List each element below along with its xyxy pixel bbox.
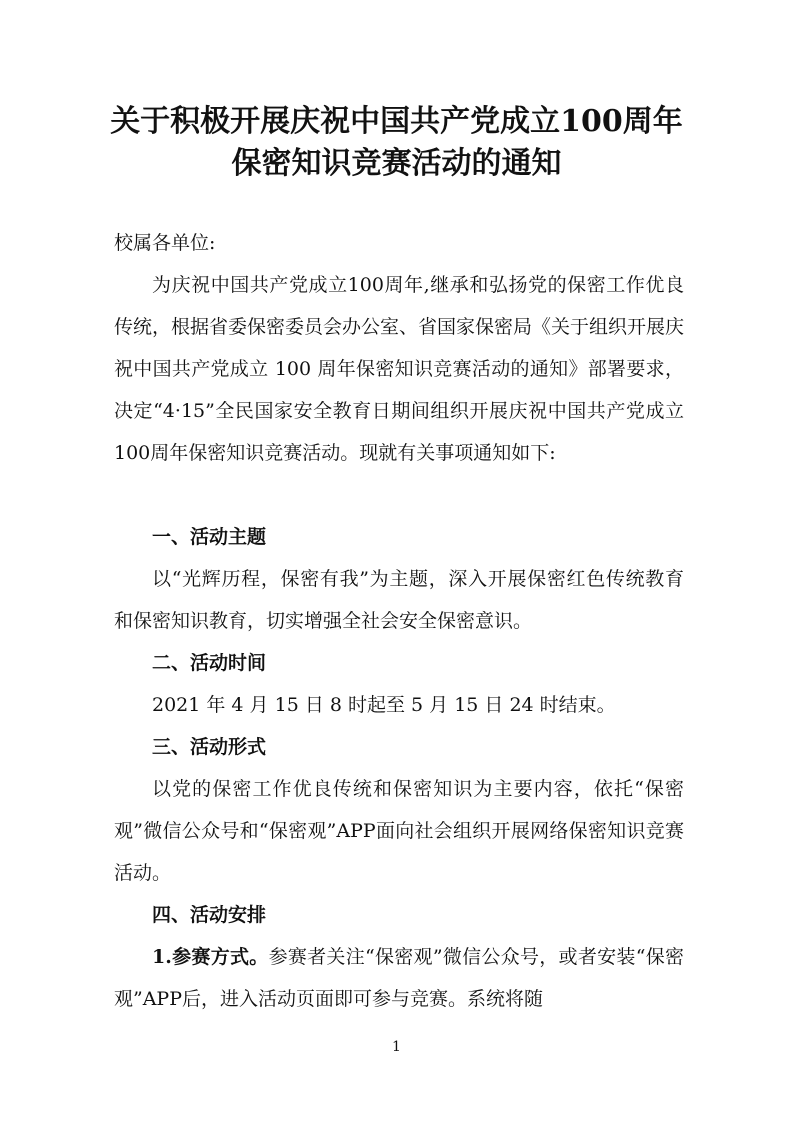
section-text-theme: 以“光辉历程，保密有我”为主题，深入开展保密红色传统教育和保密知识教育，切实增强全社会安全保密意识。 bbox=[114, 568, 684, 632]
intro-paragraph: 为庆祝中国共产党成立100周年,继承和弘扬党的保密工作优良传统，根据省委保密委员会办公室、省国家保密局《关于组织开展庆祝中国共产党成立 100 周年保密知识竞赛活动的通知》部署要求，决定“4·15”全民国家安全教育日期间组织开展庆祝中国共产党成立100周年保密知识竞赛活动。现就有关事项通知如下: bbox=[114, 274, 685, 464]
section-text-arrangement bbox=[114, 936, 684, 1020]
salutation: 校属各单位: bbox=[114, 232, 216, 254]
section-heading-time: 二、活动时间 bbox=[152, 652, 267, 674]
section-heading-theme: 一、活动主题 bbox=[152, 526, 267, 548]
section-text-form: 以党的保密工作优良传统和保密知识为主要内容，依托“保密观”微信公众号和“保密观”APP面向社会组织开展网络保密知识竞赛活动。 bbox=[114, 778, 684, 884]
section-text-time: 2021 年 4 月 15 日 8 时起至 5 月 15 日 24 时结束。 bbox=[152, 694, 616, 716]
page-number: 1 bbox=[392, 1039, 401, 1055]
section-heading-arrangement: 四、活动安排 bbox=[152, 904, 267, 926]
arrangement-lead: 1.参赛方式。 bbox=[152, 946, 269, 968]
section-heading-form: 三、活动形式 bbox=[152, 736, 267, 758]
document-title-line-2: 保密知识竞赛活动的通知 bbox=[231, 146, 562, 181]
arrangement-text: 参赛者关注“保密观”微信公众号，或者安装“保密观”APP后，进入活动页面即可参与竞赛。系统将随 bbox=[114, 946, 684, 1010]
document-title-line-1: 关于积极开展庆祝中国共产党成立100周年 bbox=[110, 104, 683, 139]
